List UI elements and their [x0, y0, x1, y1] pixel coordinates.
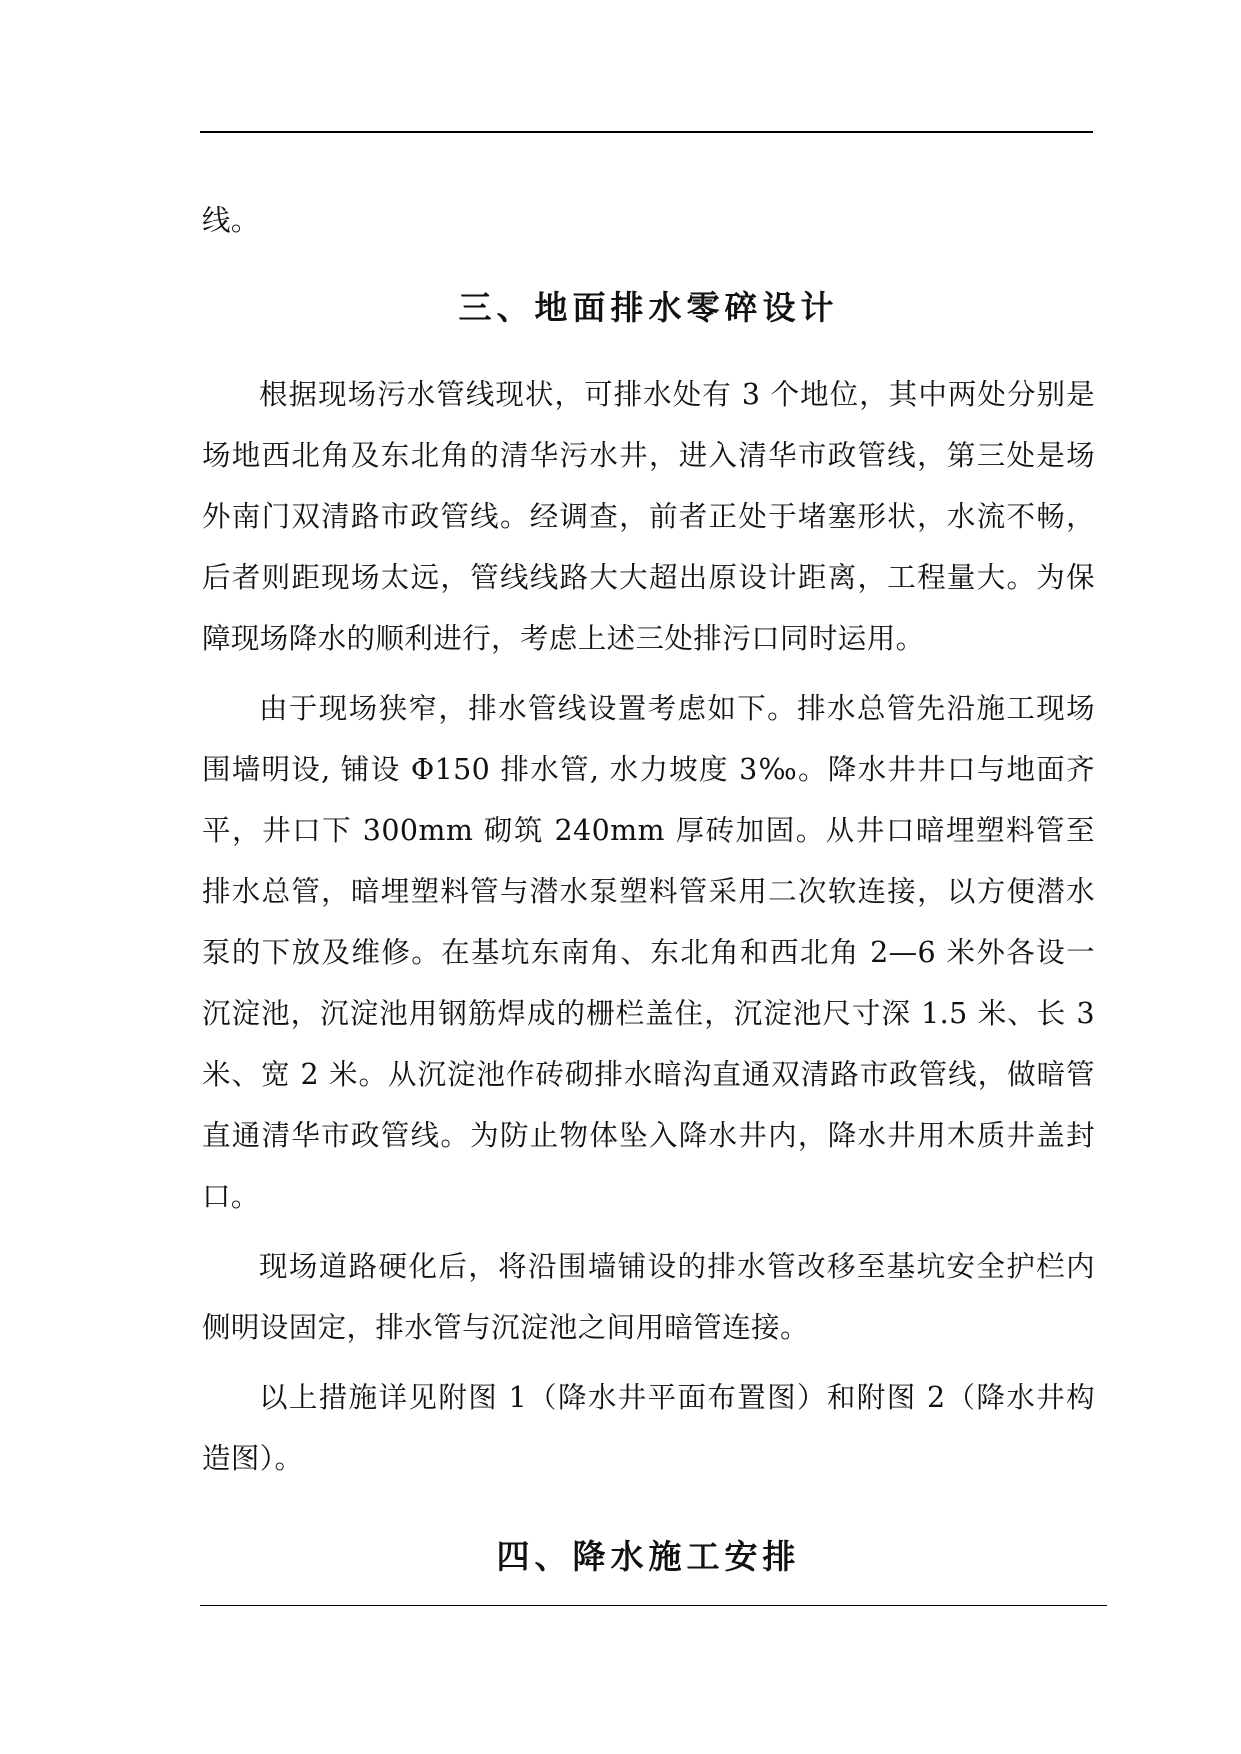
continuation-text: 线。: [202, 204, 260, 237]
section-heading-4: 四、降水施工安排: [496, 1537, 801, 1576]
document-body: [202, 190, 1095, 1578]
paragraph-4: 以上措施详见附图 1（降水井平面布置图）和附图 2（降水井构造图）。: [202, 1381, 1095, 1475]
section-heading-3: 三、地面排水零碎设计: [458, 288, 839, 327]
paragraph-3: 现场道路硬化后，将沿围墙铺设的排水管改移至基坑安全护栏内侧明设固定，排水管与沉淀池之间用暗管连接。: [202, 1250, 1095, 1344]
header-rule: [200, 131, 1093, 133]
footer-rule: [200, 1605, 1107, 1606]
paragraph-2: 由于现场狭窄，排水管线设置考虑如下。排水总管先沿施工现场围墙明设, 铺设 Φ150 排水管, 水力坡度 3‰。降水井井口与地面齐平，井口下 300mm 砌筑 240mm 厚砖加固。从井口暗埋塑料管至排水总管，暗埋塑料管与潜水泵塑料管采用二次软连接，以方便潜水泵的下放及维修。在基坑东南角、东北角和西北角 2—6 米外各设一沉淀池，沉淀池用钢筋焊成的栅栏盖住，沉淀池尺寸深 1.5 米、长 3 米、宽 2 米。从沉淀池作砖砌排水暗沟直通双清路市政管线，做暗管直通清华市政管线。为防止物体坠入降水井内，降水井用木质井盖封口。: [202, 692, 1095, 1213]
paragraph-1: 根据现场污水管线现状，可排水处有 3 个地位，其中两处分别是场地西北角及东北角的清华污水井，进入清华市政管线，第三处是场外南门双清路市政管线。经调查，前者正处于堵塞形状，水流不畅，后者则距现场太远，管线线路大大超出原设计距离，工程量大。为保障现场降水的顺利进行，考虑上述三处排污口同时运用。: [202, 378, 1095, 655]
